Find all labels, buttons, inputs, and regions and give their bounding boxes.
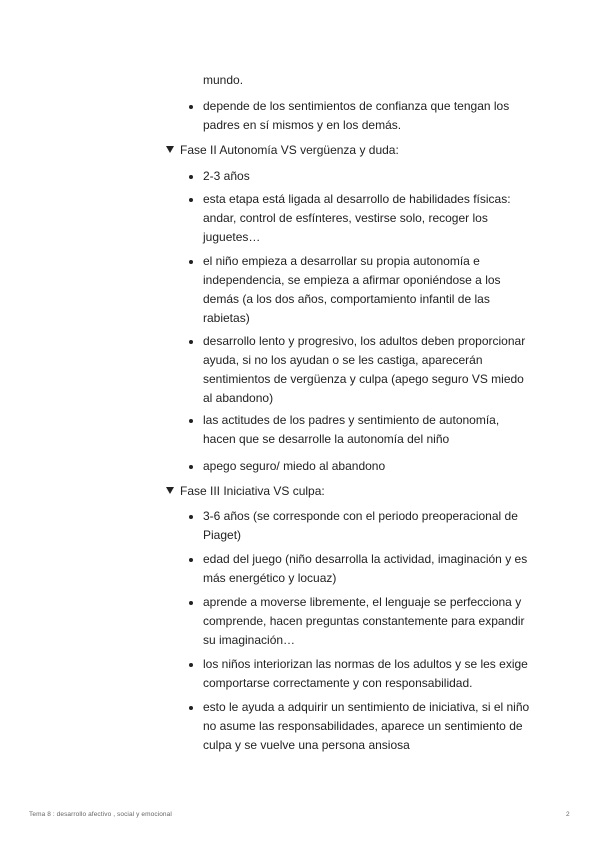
list-item: esta etapa está ligada al desarrollo de habilidades físicas: andar, control de esfínteres, vestirse solo, recoger los juguetes… — [189, 190, 534, 247]
list-item: apego seguro/ miedo al abandono — [189, 457, 534, 476]
toggle-heading-phase-3[interactable] — [166, 482, 546, 501]
list-item: el niño empieza a desarrollar su propia autonomía e independencia, se empieza a afirmar oponiéndose a los demás (a los dos años, comportamiento infantil de las rabietas) — [189, 252, 534, 328]
list-item: 3-6 años (se corresponde con el periodo preoperacional de Piaget) — [189, 507, 534, 545]
list-item: esto le ayuda a adquirir un sentimiento de iniciativa, si el niño no asume las responsabilidades, aparece un sentimiento de culpa y se vuelve una persona ansiosa — [189, 698, 534, 755]
list-item: desarrollo lento y progresivo, los adultos deben proporcionar ayuda, si no los ayudan o se les castiga, aparecerán sentimientos de vergüenza y culpa (apego seguro VS miedo al abandono) — [189, 332, 534, 408]
page-number: 2 — [566, 811, 570, 818]
toggle-heading-phase-2[interactable] — [166, 141, 546, 160]
triangle-down-icon — [166, 146, 174, 153]
toggle-title: Fase II Autonomía VS vergüenza y duda: — [180, 143, 399, 157]
list-item: aprende a moverse libremente, el lenguaje se perfecciona y comprende, hacen preguntas constantemente para expandir su imaginación… — [189, 593, 534, 650]
list-item: los niños interiorizan las normas de los adultos y se les exige comportarse correctamente y con responsabilidad. — [189, 655, 534, 693]
footer-title: Tema 8 : desarrollo afectivo , social y emocional — [29, 811, 172, 818]
toggle-title: Fase III Iniciativa VS culpa: — [180, 484, 325, 498]
continued-text: mundo. — [203, 73, 244, 87]
triangle-down-icon — [166, 487, 174, 494]
list-item: las actitudes de los padres y sentimiento de autonomía, hacen que se desarrolle la autonomía del niño — [189, 411, 534, 449]
list-item: 2-3 años — [189, 167, 534, 186]
list-item: edad del juego (niño desarrolla la actividad, imaginación y es más energético y locuaz) — [189, 550, 534, 588]
list-item: depende de los sentimientos de confianza que tengan los padres en sí mismos y en los demás. — [189, 97, 534, 135]
